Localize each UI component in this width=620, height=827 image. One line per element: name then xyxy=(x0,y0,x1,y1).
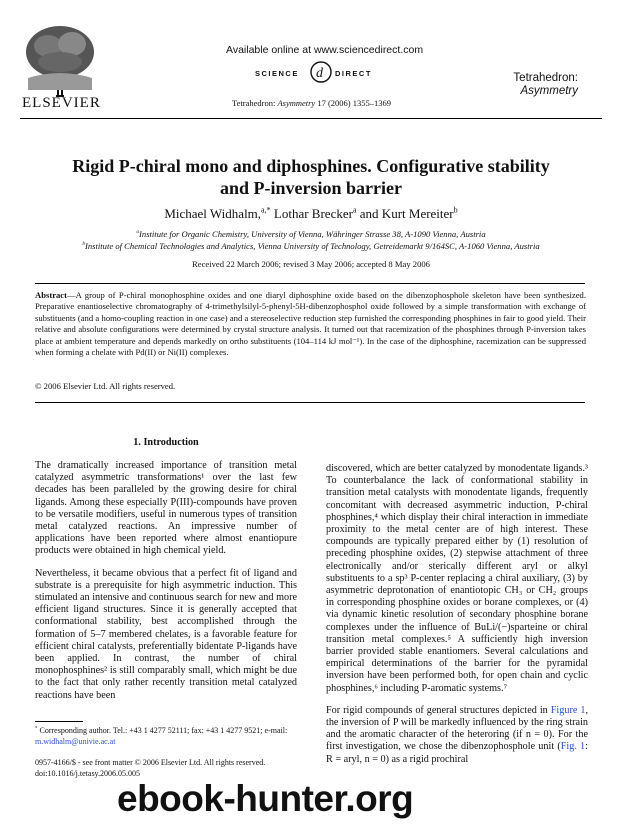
affiliation-text: Institute for Organic Chemistry, University of Vienna, Währinger Strasse 38, A-1090 Vienna, Austria xyxy=(139,229,486,239)
abstract-top-rule xyxy=(35,283,585,284)
article-title xyxy=(40,155,582,199)
figure-1-link[interactable]: Figure 1 xyxy=(550,704,586,716)
paragraph-text: : R = aryl, n = 0) as a rigid prochiral xyxy=(326,741,588,765)
affiliation-label: b xyxy=(82,240,86,247)
paragraph xyxy=(326,705,588,766)
abstract-text: —A group of P-chiral monophosphine oxides and one diaryl diphosphine oxide based on the dibenzophosphole skeleton have been synthesized. Preparative enantioselective chromatography of 4-trimethylsilyl-5-phenyl-5H-dibenzophosphol oxide followed by a simple transformation with exchange of substituents (and a homo-coupling reaction in one case) and a stereoselective reduction step furnished the corresponding phosphines in fair to good yield. Their relative and absolute configurations were determined by crystal structure analysis. It turned out that racemization of the phosphines through P-inversion takes place at ambient temperature and depends markedly on ortho substituents (104–114 kJ mol⁻¹). In the case of the diphosphine, racemization can be suppressed when forming a chelate with Pd(II) or Ni(II) complexes. xyxy=(35,290,586,358)
front-matter xyxy=(35,758,265,779)
author-name: and Kurt Mereiter xyxy=(356,206,454,221)
journal-name-line1: Tetrahedron: xyxy=(513,72,578,84)
title-line-1: Rigid P-chiral mono and diphosphines. Configurative stability xyxy=(72,156,550,176)
author-affiliation-mark: b xyxy=(453,205,458,215)
author-affiliation-mark: a xyxy=(352,205,357,215)
left-column xyxy=(35,460,297,712)
paragraph-text: , the inversion of P will be markedly influenced by the ring strain and the aromatic character of the heteroring (if n = 0). For the first investigation, we chose the dibenzophosphole unit ( xyxy=(326,704,588,753)
svg-text:DIRECT: DIRECT xyxy=(335,69,372,78)
issn-line: 0957-4166/$ - see front matter © 2006 Elsevier Ltd. All rights reserved. xyxy=(35,758,266,767)
affiliations xyxy=(20,229,602,252)
doi-line: doi:10.1016/j.tetasy.2006.05.005 xyxy=(35,768,141,778)
svg-text:d: d xyxy=(316,66,323,81)
right-column xyxy=(326,463,588,776)
citation-prefix: Tetrahedron: xyxy=(232,98,278,108)
abstract-bottom-rule xyxy=(35,402,585,403)
section-heading: 1. Introduction xyxy=(133,437,199,448)
sciencedirect-logo xyxy=(253,60,383,84)
paragraph: The dramatically increased importance of transition metal catalyzed asymmetric transformations¹ over the last few decades has been paralleled by the growing desire for chiral ligands. Among these especially P(III)-compounds have proven to be versatile modifiers, useful in numerous types of transition metal catalyzed reactions. An impressive number of applications have been reported where almost enantiopure products were obtained in high chemical yield. xyxy=(35,460,297,557)
abstract-label: Abstract xyxy=(35,290,67,300)
affiliation-b xyxy=(20,241,602,253)
citation-line xyxy=(232,98,391,108)
citation-volume: 17 (2006) 1355–1369 xyxy=(315,98,391,108)
affiliation-label: a xyxy=(136,229,140,236)
journal-name-line2: Asymmetry xyxy=(520,85,578,97)
author-name: Lothar Brecker xyxy=(270,206,353,221)
abstract xyxy=(35,290,586,358)
author-list xyxy=(20,206,602,222)
author-name: Michael Widhalm, xyxy=(164,206,262,221)
footnote-text: Corresponding author. Tel.: +43 1 4277 52111; fax: +43 1 4277 9521; e-mail: xyxy=(37,726,288,735)
affiliation-text: Institute of Chemical Technologies and Analytics, Vienna University of Technology, Getreidemarkt 9/164SC, A-1060 Vienna, Austria xyxy=(85,240,540,251)
header-rule xyxy=(20,118,602,119)
email-link[interactable]: m.widhalm@univie.ac.at xyxy=(35,736,116,746)
journal-name xyxy=(513,72,578,98)
corresponding-author-footnote xyxy=(35,726,300,747)
paragraph: Nevertheless, it became obvious that a perfect fit of ligand and substrate is a prerequisite for high asymmetric induction. This stimulated an intensive and continuous search for new and more efficient ligand structures. Since it is generally accepted that conformational stability, best accomplished through the formation of 5–7 membered chelates, is a favorable feature for efficient chiral catalysts, preferentially bidentate P-ligands have been applied. In contrast, the number of chiral monophosphines² is still comparably small, which might be due to the fact that only rather recently transition metal catalyzed reactions have been xyxy=(35,567,297,701)
publisher-name: ELSEVIER xyxy=(22,95,101,111)
watermark: ebook-hunter.org xyxy=(117,778,414,819)
affiliation-a xyxy=(20,229,602,241)
available-online-text: Available online at www.sciencedirect.com xyxy=(226,44,424,56)
received-dates: Received 22 March 2006; revised 3 May 2006; accepted 8 May 2006 xyxy=(192,259,430,269)
footnote-marker: * xyxy=(35,726,38,732)
svg-text:SCIENCE: SCIENCE xyxy=(255,69,299,78)
paragraph-text: For rigid compounds of general structures depicted in xyxy=(326,704,551,716)
footnote-rule xyxy=(35,721,83,722)
abstract-copyright: © 2006 Elsevier Ltd. All rights reserved. xyxy=(35,381,176,391)
paragraph: discovered, which are better catalyzed by monodentate ligands.³ To counterbalance the lack of conformational stability in transition metal catalysts with monodentate ligands, frequently concomitant with decreased asymmetric induction, P-chiral phosphines,⁴ which display their chiral interaction in immediate proximity to the metal center are of high interest. These compounds are typically prepared either by (1) resolution of preceding phosphine oxides, (2) stepwise attachment of three electronically and/or sterically different aryl or alkyl substituents to a sp³ P-center replacing a chiral auxiliary, (3) by asymmetric deprotonation of enantiotopic CH₃ or CH₂ groups in corresponding phosphine oxides or borane complexes, or (4) via dynamic kinetic resolution of secondary phosphine borane complexes under the influence of BuLi/(−)sparteine or chiral transition metal complexes.⁵ A sufficiently high inversion barrier provided stable enantiomers. Several calculations and empirical determinations of the barrier for the pyramidal inversion have been performed both, for open chain and cyclic phosphines,⁶ including P-aromatic systems.⁷ xyxy=(326,463,588,694)
fig-1-link[interactable]: Fig. 1 xyxy=(560,741,586,753)
title-line-2: and P-inversion barrier xyxy=(220,178,402,198)
author-affiliation-mark: a,* xyxy=(261,205,271,215)
citation-journal: Asymmetry xyxy=(277,98,316,108)
